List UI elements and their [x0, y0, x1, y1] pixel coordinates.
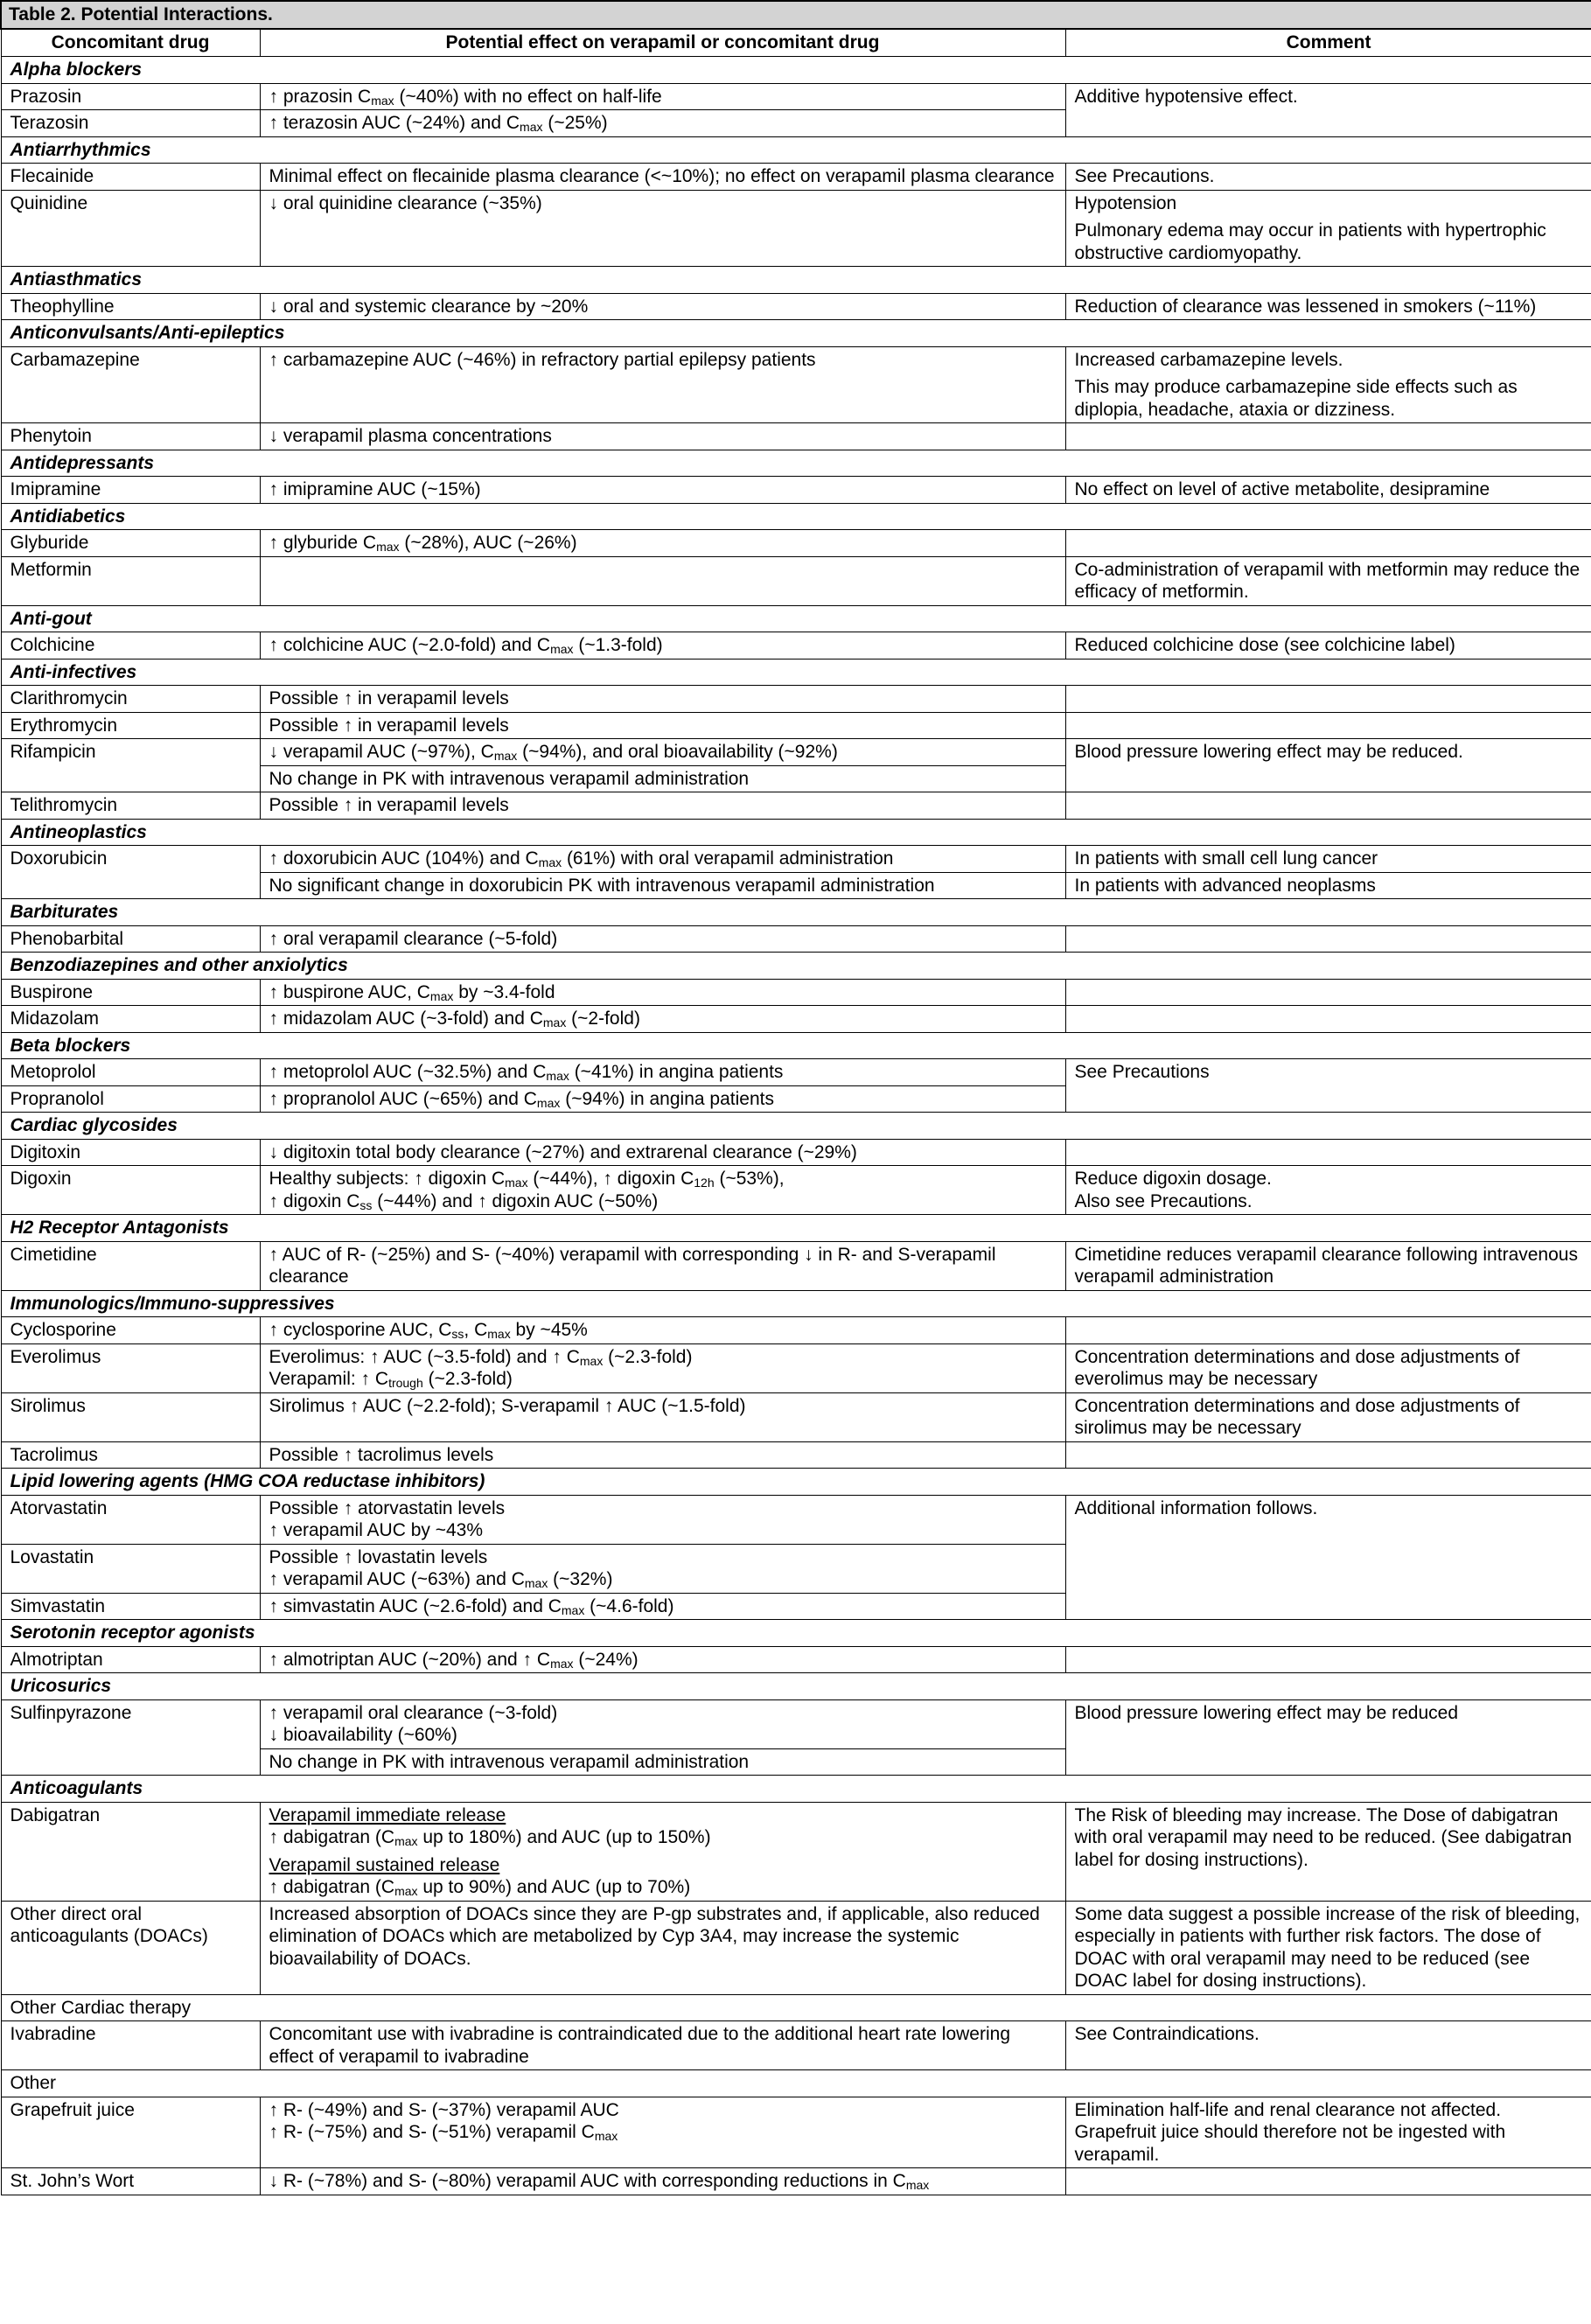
effect-cell — [260, 925, 1065, 953]
subscript: max — [376, 540, 400, 554]
cell-line: ↑ carbamazepine AUC (~46%) in refractory partial epilepsy patients — [269, 349, 816, 370]
comment-cell — [1065, 1241, 1591, 1290]
comment-cell — [1065, 2021, 1591, 2070]
table-row — [1, 686, 1591, 713]
effect-cell — [260, 346, 1065, 423]
cell-line: ↓ bioavailability (~60%) — [269, 1725, 457, 1745]
cell-line: Pulmonary edema may occur in patients with hypertrophic obstructive cardiomyopathy. — [1074, 220, 1546, 263]
drug-name-cell: Colchicine — [1, 632, 260, 660]
table-row — [1, 1059, 1591, 1086]
comment-cell — [1065, 1317, 1591, 1344]
drug-name-cell: Sulfinpyrazone — [1, 1699, 260, 1776]
drug-name-cell: Metformin — [1, 556, 260, 605]
cell-line: ↑ doxorubicin AUC (104%) and $C_{max}$ (61%) with oral verapamil administration — [269, 848, 894, 869]
drug-name-cell: Quinidine — [1, 190, 260, 267]
effect-cell — [260, 872, 1065, 899]
category-row — [1, 320, 1591, 347]
table-row — [1, 2168, 1591, 2195]
comment-cell — [1065, 632, 1591, 660]
drug-name-cell: Atorvastatin — [1, 1495, 260, 1544]
cell-line: See Contraindications. — [1074, 2024, 1260, 2044]
table-row — [1, 2021, 1591, 2070]
effect-cell — [260, 2168, 1065, 2195]
drug-name-cell: St. John’s Wort — [1, 2168, 260, 2195]
subscript: max — [520, 120, 543, 134]
cell-line: No change in PK with intravenous verapamil administration — [269, 768, 750, 789]
cell-line: No effect on level of active metabolite, desipramine — [1074, 479, 1490, 499]
effect-cell — [260, 293, 1065, 320]
cell-line: No significant change in doxorubicin PK with intravenous verapamil administration — [269, 875, 935, 896]
cell-line: Cimetidine reduces verapamil clearance following intravenous verapamil administration — [1074, 1244, 1578, 1287]
cell-line: Reduce digoxin dosage. — [1074, 1169, 1272, 1189]
comment-cell — [1065, 1646, 1591, 1673]
cell-line: Verapamil: ↑ $C_{trough}$ (~2.3-fold) — [269, 1369, 513, 1390]
category-label: H2 Receptor Antagonists — [1, 1215, 1591, 1242]
category-label: Barbiturates — [1, 899, 1591, 926]
header-potential-effect: Potential effect on verapamil or concomitant drug — [260, 29, 1065, 57]
category-label: Serotonin receptor agonists — [1, 1620, 1591, 1647]
category-row — [1, 1290, 1591, 1317]
effect-cell — [260, 765, 1065, 792]
cell-line: ↑ simvastatin AUC (~2.6-fold) and $C_{max}$ (~4.6-fold) — [269, 1595, 674, 1617]
drug-name-cell: Metoprolol — [1, 1059, 260, 1086]
category-row — [1, 2070, 1591, 2097]
category-label: Anticoagulants — [1, 1776, 1591, 1803]
table-row — [1, 1166, 1591, 1215]
category-row — [1, 819, 1591, 846]
cell-line: ↑ metoprolol AUC (~32.5%) and $C_{max}$ (~41%) in angina patients — [269, 1062, 784, 1083]
subscript: max — [429, 988, 454, 1003]
cell-line: No change in PK with intravenous verapamil administration — [269, 1751, 750, 1772]
comment-cell — [1065, 1802, 1591, 1901]
subscript: max — [394, 1834, 418, 1848]
effect-cell — [260, 190, 1065, 267]
effect-cell — [260, 979, 1065, 1006]
table-row — [1, 925, 1591, 953]
category-label: Antidepressants — [1, 450, 1591, 477]
drug-name-cell: Telithromycin — [1, 792, 260, 820]
effect-cell — [260, 423, 1065, 450]
drug-name-cell: Theophylline — [1, 293, 260, 320]
table-row — [1, 846, 1591, 873]
table-row — [1, 1392, 1591, 1441]
comment-cell — [1065, 1059, 1591, 1113]
drug-name-cell: Cimetidine — [1, 1241, 260, 1290]
cell-line: See Precautions — [1074, 1062, 1210, 1082]
drug-name-cell: Prazosin — [1, 83, 260, 110]
category-label: Alpha blockers — [1, 57, 1591, 84]
comment-cell — [1065, 2097, 1591, 2168]
effect-cell — [260, 1802, 1065, 1901]
drug-name-cell: Glyburide — [1, 530, 260, 557]
effect-cell — [260, 1059, 1065, 1086]
effect-cell — [260, 1139, 1065, 1166]
comment-cell — [1065, 477, 1591, 504]
drug-name-cell: Buspirone — [1, 979, 260, 1006]
subscript: max — [394, 1884, 418, 1898]
comment-cell — [1065, 556, 1591, 605]
table-row — [1, 792, 1591, 820]
cell-line: Elimination half-life and renal clearance not affected. Grapefruit juice should therefore not be ingested with verapamil. — [1074, 2099, 1506, 2165]
table-row — [1, 1241, 1591, 1290]
drug-name-cell: Phenytoin — [1, 423, 260, 450]
drug-name-cell: Carbamazepine — [1, 346, 260, 423]
table-row — [1, 1901, 1591, 1994]
comment-cell — [1065, 1139, 1591, 1166]
cell-line: ↑ buspirone AUC, $C_{max}$ by ~3.4-fold — [269, 981, 555, 1003]
subscript: max — [538, 855, 562, 869]
cell-line: ↑ cyclosporine AUC, $C_{ss}$, $C_{max}$ by ~45% — [269, 1320, 588, 1341]
effect-cell — [260, 1646, 1065, 1673]
table-row — [1, 293, 1591, 320]
drug-name-cell: Digitoxin — [1, 1139, 260, 1166]
cell-line: ↑ midazolam AUC (~3-fold) and $C_{max}$ (~2-fold) — [269, 1008, 640, 1029]
drug-name-cell: Lovastatin — [1, 1544, 260, 1593]
cell-line: ↓ verapamil AUC (~97%), $C_{max}$ (~94%), and oral bioavailability (~92%) — [269, 742, 838, 763]
cell-line-underlined: Verapamil sustained release — [269, 1854, 500, 1875]
table-row — [1, 1699, 1591, 1748]
category-label: Anticonvulsants/Anti-epileptics — [1, 320, 1591, 347]
cell-line: Concentration determinations and dose adjustments of everolimus may be necessary — [1074, 1346, 1520, 1389]
category-row — [1, 503, 1591, 530]
effect-cell — [260, 1699, 1065, 1748]
comment-cell — [1065, 1441, 1591, 1469]
cell-line: ↑ R- (~49%) and S- (~37%) verapamil AUC — [269, 2099, 619, 2120]
cell-line: ↑ verapamil AUC (~63%) and $C_{max}$ (~32%) — [269, 1569, 613, 1590]
comment-cell — [1065, 530, 1591, 557]
category-row — [1, 1673, 1591, 1700]
cell-line: ↑ R- (~75%) and S- (~51%) verapamil $C_{max}$ — [269, 2122, 618, 2143]
drug-name-cell: Cyclosporine — [1, 1317, 260, 1344]
comment-cell — [1065, 346, 1591, 423]
effect-cell — [260, 2021, 1065, 2070]
effect-cell — [260, 792, 1065, 820]
comment-cell — [1065, 164, 1591, 191]
cell-line: Possible ↑ lovastatin levels — [269, 1546, 488, 1567]
cell-line: Additive hypotensive effect. — [1074, 86, 1298, 107]
comment-cell — [1065, 979, 1591, 1006]
category-row — [1, 953, 1591, 980]
table-row — [1, 190, 1591, 267]
table-row — [1, 1802, 1591, 1901]
effect-cell — [260, 1544, 1065, 1593]
table-row — [1, 1343, 1591, 1392]
effect-cell — [260, 1241, 1065, 1290]
category-label: Anti-infectives — [1, 659, 1591, 686]
category-label: Antidiabetics — [1, 503, 1591, 530]
comment-cell — [1065, 686, 1591, 713]
effect-cell — [260, 556, 1065, 605]
comment-cell — [1065, 1699, 1591, 1776]
category-row — [1, 899, 1591, 926]
subscript: max — [371, 93, 394, 108]
cell-line: ↓ oral quinidine clearance (~35%) — [269, 192, 542, 213]
comment-cell — [1065, 1343, 1591, 1392]
category-label: Beta blockers — [1, 1032, 1591, 1059]
table-title-row — [1, 1, 1591, 29]
category-label: Other Cardiac therapy — [1, 1994, 1591, 2021]
drug-name-cell: Erythromycin — [1, 712, 260, 739]
comment-cell — [1065, 2168, 1591, 2195]
category-label: Other — [1, 2070, 1591, 2097]
table-row — [1, 1441, 1591, 1469]
drug-name-cell: Phenobarbital — [1, 925, 260, 953]
subscript: max — [524, 1576, 548, 1590]
effect-cell — [260, 2097, 1065, 2168]
category-row — [1, 267, 1591, 294]
cell-line: In patients with advanced neoplasms — [1074, 875, 1376, 896]
table-row — [1, 346, 1591, 423]
effect-cell — [260, 712, 1065, 739]
effect-cell — [260, 1392, 1065, 1441]
drug-name-cell: Doxorubicin — [1, 846, 260, 899]
drug-name-cell: Ivabradine — [1, 2021, 260, 2070]
drug-name-cell: Everolimus — [1, 1343, 260, 1392]
comment-cell — [1065, 1166, 1591, 1215]
table-body — [1, 57, 1591, 2195]
table-row — [1, 1646, 1591, 1673]
drug-name-cell: Almotriptan — [1, 1646, 260, 1673]
effect-cell — [260, 530, 1065, 557]
cell-line: Healthy subjects: ↑ digoxin $C_{max}$ (~44%), ↑ digoxin $C_{12h}$ (~53%), — [269, 1169, 785, 1190]
effect-cell — [260, 1006, 1065, 1033]
cell-line: Co-administration of verapamil with metformin may reduce the efficacy of metformin. — [1074, 559, 1581, 602]
category-label: Uricosurics — [1, 1673, 1591, 1700]
cell-line: Concomitant use with ivabradine is contraindicated due to the additional heart rate lowering effect of verapamil to ivabradine — [269, 2024, 1011, 2067]
subscript: ss — [359, 1197, 373, 1212]
effect-cell — [260, 1441, 1065, 1469]
subscript: max — [536, 1095, 561, 1110]
subscript: max — [561, 1602, 585, 1617]
comment-cell — [1065, 739, 1591, 792]
cell-line: ↓ verapamil plasma concentrations — [269, 426, 552, 446]
subscript: max — [542, 1015, 567, 1029]
table-row — [1, 712, 1591, 739]
effect-cell — [260, 739, 1065, 766]
category-label: Antiasthmatics — [1, 267, 1591, 294]
effect-cell — [260, 1901, 1065, 1994]
category-label: Benzodiazepines and other anxiolytics — [1, 953, 1591, 980]
category-row — [1, 57, 1591, 84]
cell-line: Everolimus: ↑ AUC (~3.5-fold) and ↑ $C_{max}$ (~2.3-fold) — [269, 1346, 693, 1368]
subscript: max — [579, 1353, 604, 1368]
subscript: max — [905, 2178, 930, 2192]
comment-cell — [1065, 1495, 1591, 1620]
effect-cell — [260, 686, 1065, 713]
cell-line: Sirolimus ↑ AUC (~2.2-fold); S-verapamil ↑ AUC (~1.5-fold) — [269, 1395, 746, 1416]
table-row — [1, 632, 1591, 660]
comment-cell — [1065, 792, 1591, 820]
cell-line: ↑ glyburide $C_{max}$ (~28%), AUC (~26%) — [269, 533, 577, 554]
category-label: Antiarrhythmics — [1, 136, 1591, 164]
cell-line: Possible ↑ in verapamil levels — [269, 795, 509, 815]
cell-line: ↑ oral verapamil clearance (~5-fold) — [269, 928, 558, 949]
cell-line: ↑ AUC of R- (~25%) and S- (~40%) verapamil with corresponding ↓ in R- and S-verapamil clearance — [269, 1244, 996, 1287]
drug-name-cell: Flecainide — [1, 164, 260, 191]
cell-line: Some data suggest a possible increase of the risk of bleeding, especially in patients with further risk factors. The dose of DOAC with oral verapamil may need to be reduced (see DOAC label for dosing instructions). — [1074, 1903, 1581, 1991]
cell-line: ↑ imipramine AUC (~15%) — [269, 479, 481, 499]
cell-line: Possible ↑ in verapamil levels — [269, 715, 509, 736]
subscript: ss — [451, 1327, 464, 1341]
effect-cell — [260, 632, 1065, 660]
cell-line: Also see Precautions. — [1074, 1190, 1253, 1211]
drug-name-cell: Grapefruit juice — [1, 2097, 260, 2168]
cell-line: Possible ↑ tacrolimus levels — [269, 1444, 494, 1465]
table-row — [1, 423, 1591, 450]
category-row — [1, 1994, 1591, 2021]
subscript: 12h — [694, 1176, 715, 1190]
comment-cell — [1065, 423, 1591, 450]
cell-line: Reduction of clearance was lessened in smokers (~11%) — [1074, 296, 1537, 317]
category-label: Cardiac glycosides — [1, 1113, 1591, 1140]
cell-line: Possible ↑ atorvastatin levels — [269, 1497, 506, 1518]
drug-name-cell: Terazosin — [1, 110, 260, 137]
cell-line: Additional information follows. — [1074, 1497, 1318, 1518]
cell-line: ↑ dabigatran ($C_{max}$ up to 90%) and AUC (up to 70%) — [269, 1877, 691, 1898]
category-row — [1, 450, 1591, 477]
cell-line: ↑ propranolol AUC (~65%) and $C_{max}$ (~94%) in angina patients — [269, 1088, 774, 1110]
cell-line: ↓ digitoxin total body clearance (~27%) and extrarenal clearance (~29%) — [269, 1141, 857, 1162]
category-row — [1, 1469, 1591, 1496]
drug-name-cell: Dabigatran — [1, 1802, 260, 1901]
comment-cell — [1065, 1392, 1591, 1441]
cell-line: Increased absorption of DOACs since they are P-gp substrates and, if applicable, also reduced elimination of DOACs which are metabolized by Cyp 3A4, may increase the systemic bioavailability of DOACs. — [269, 1903, 1040, 1969]
category-label: Immunologics/Immuno-suppressives — [1, 1290, 1591, 1317]
table-row — [1, 1317, 1591, 1344]
drug-name-cell: Imipramine — [1, 477, 260, 504]
subscript: max — [546, 1069, 569, 1083]
table-row — [1, 477, 1591, 504]
cell-line: ↑ verapamil AUC by ~43% — [269, 1520, 484, 1540]
cell-line: ↑ digoxin $C_{ss}$ (~44%) and ↑ digoxin AUC (~50%) — [269, 1190, 659, 1212]
cell-line: ↑ terazosin AUC (~24%) and $C_{max}$ (~25%) — [269, 113, 608, 134]
table-row — [1, 556, 1591, 605]
header-concomitant-drug: Concomitant drug — [1, 29, 260, 57]
effect-cell — [260, 110, 1065, 137]
comment-cell — [1065, 83, 1591, 136]
drug-name-cell: Other direct oral anticoagulants (DOACs) — [1, 1901, 260, 1994]
effect-cell — [260, 846, 1065, 873]
table-row — [1, 530, 1591, 557]
comment-cell — [1065, 925, 1591, 953]
comment-cell — [1065, 1901, 1591, 1994]
effect-cell — [260, 1748, 1065, 1776]
category-label: Antineoplastics — [1, 819, 1591, 846]
table-row — [1, 1139, 1591, 1166]
drug-name-cell: Rifampicin — [1, 739, 260, 792]
subscript: max — [487, 1327, 511, 1341]
comment-cell — [1065, 293, 1591, 320]
effect-cell — [260, 1085, 1065, 1113]
category-row — [1, 1215, 1591, 1242]
category-row — [1, 1113, 1591, 1140]
cell-line: Blood pressure lowering effect may be reduced. — [1074, 742, 1463, 762]
cell-line: Reduced colchicine dose (see colchicine label) — [1074, 635, 1455, 655]
effect-cell — [260, 1495, 1065, 1544]
category-row — [1, 1032, 1591, 1059]
cell-line: Blood pressure lowering effect may be reduced — [1074, 1702, 1459, 1723]
category-label: Lipid lowering agents (HMG COA reductase inhibitors) — [1, 1469, 1591, 1496]
cell-line: This may produce carbamazepine side effects such as diplopia, headache, ataxia or dizziness. — [1074, 377, 1518, 420]
effect-cell — [260, 477, 1065, 504]
drug-name-cell: Clarithromycin — [1, 686, 260, 713]
subscript: max — [550, 1656, 574, 1671]
drug-name-cell: Sirolimus — [1, 1392, 260, 1441]
effect-cell — [260, 1166, 1065, 1215]
table-row — [1, 979, 1591, 1006]
subscript: trough — [388, 1376, 423, 1390]
table-row — [1, 164, 1591, 191]
table-row — [1, 83, 1591, 110]
table-row — [1, 739, 1591, 766]
cell-line: ↑ verapamil oral clearance (~3-fold) — [269, 1702, 558, 1723]
category-row — [1, 659, 1591, 686]
cell-line-underlined: Verapamil immediate release — [269, 1804, 506, 1825]
subscript: max — [550, 642, 574, 656]
drug-name-cell: Midazolam — [1, 1006, 260, 1033]
table-row — [1, 1495, 1591, 1544]
drug-name-cell: Propranolol — [1, 1085, 260, 1113]
drug-name-cell: Digoxin — [1, 1166, 260, 1215]
cell-line: ↑ dabigatran ($C_{max}$ up to 180%) and AUC (up to 150%) — [269, 1827, 711, 1848]
cell-line: Concentration determinations and dose adjustments of sirolimus may be necessary — [1074, 1395, 1520, 1438]
cell-line: ↑ prazosin $C_{max}$ (~40%) with no effect on half-life — [269, 86, 662, 108]
cell-line: The Risk of bleeding may increase. The Dose of dabigatran with oral verapamil may need to be reduced. (See dabigatran label for dosing instructions). — [1074, 1804, 1572, 1870]
comment-cell — [1065, 1006, 1591, 1033]
effect-cell — [260, 1317, 1065, 1344]
table-header-row — [1, 29, 1591, 57]
cell-line: In patients with small cell lung cancer — [1074, 848, 1378, 869]
effect-cell — [260, 83, 1065, 110]
cell-line: Possible ↑ in verapamil levels — [269, 688, 509, 708]
category-row — [1, 605, 1591, 632]
cell-line: ↑ almotriptan AUC (~20%) and ↑ $C_{max}$ (~24%) — [269, 1649, 638, 1671]
cell-line: ↑ colchicine AUC (~2.0-fold) and $C_{max}$ (~1.3-fold) — [269, 635, 663, 656]
effect-cell — [260, 164, 1065, 191]
subscript: max — [505, 1176, 528, 1190]
subscript: max — [594, 2129, 618, 2143]
category-label: Anti-gout — [1, 605, 1591, 632]
comment-cell — [1065, 712, 1591, 739]
table-row — [1, 1006, 1591, 1033]
table-title: Table 2. Potential Interactions. — [1, 1, 1591, 29]
drug-name-cell: Tacrolimus — [1, 1441, 260, 1469]
header-comment: Comment — [1065, 29, 1591, 57]
comment-cell — [1065, 872, 1591, 899]
category-row — [1, 136, 1591, 164]
category-row — [1, 1620, 1591, 1647]
cell-line: Minimal effect on flecainide plasma clearance (<~10%); no effect on verapamil plasma clearance — [269, 166, 1055, 186]
cell-line: ↓ oral and systemic clearance by ~20% — [269, 296, 589, 317]
cell-line: See Precautions. — [1074, 166, 1215, 186]
comment-cell — [1065, 190, 1591, 267]
cell-line: Increased carbamazepine levels. — [1074, 349, 1343, 370]
category-row — [1, 1776, 1591, 1803]
effect-cell — [260, 1343, 1065, 1392]
effect-cell — [260, 1593, 1065, 1620]
cell-line: ↓ R- (~78%) and S- (~80%) verapamil AUC with corresponding reductions in $C_{max}$ — [269, 2171, 930, 2192]
subscript: max — [493, 749, 518, 763]
table-row — [1, 2097, 1591, 2168]
cell-line: Hypotension — [1074, 192, 1177, 213]
drug-name-cell: Simvastatin — [1, 1593, 260, 1620]
comment-cell — [1065, 846, 1591, 873]
